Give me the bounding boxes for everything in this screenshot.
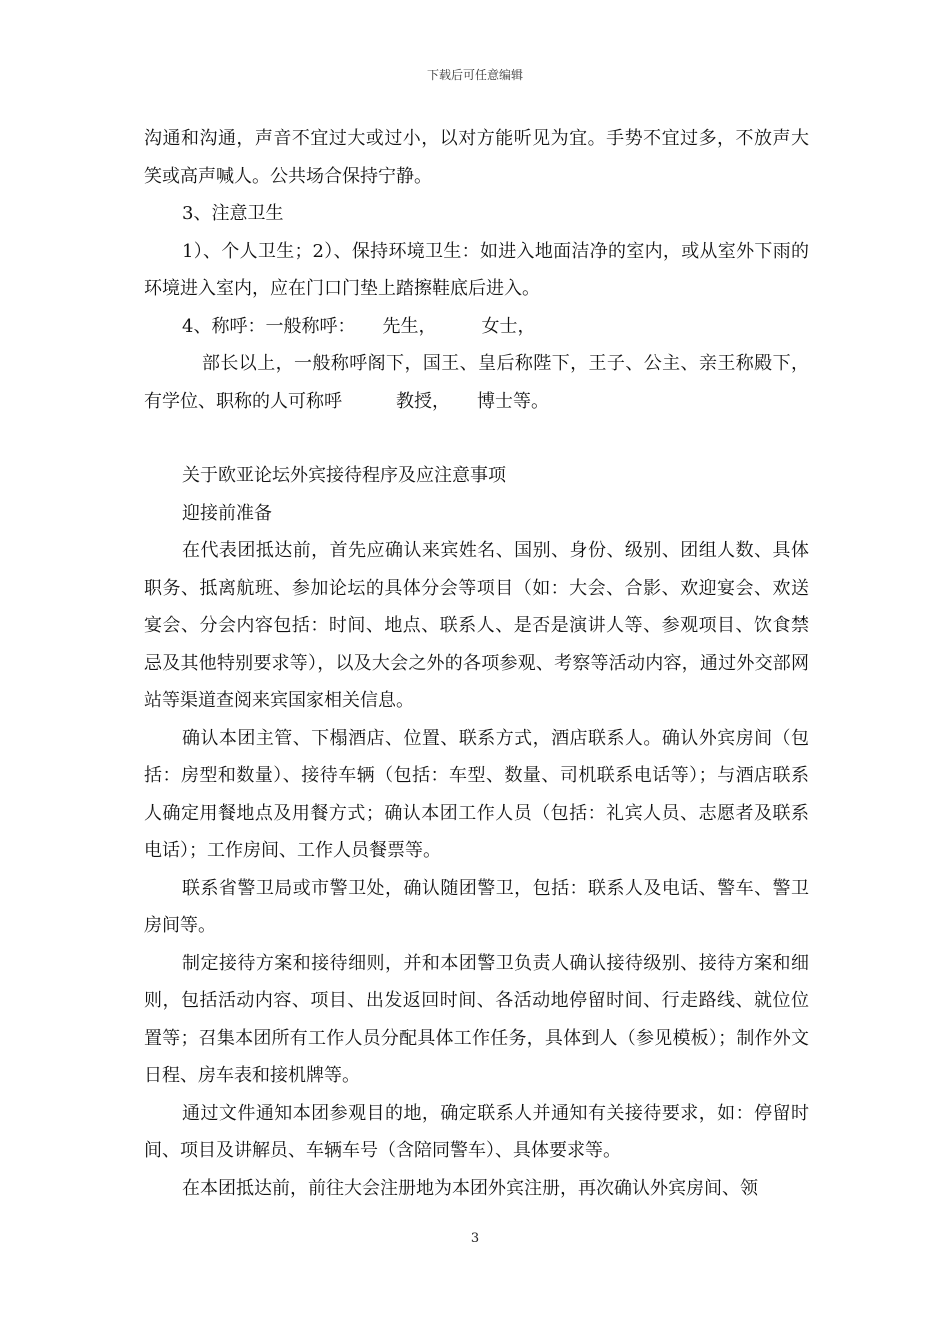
paragraph: 1）、个人卫生；2）、保持环境卫生：如进入地面洁净的室内，或从室外下雨的环境进入室内，应在门口门垫上踏擦鞋底后进入。 bbox=[144, 240, 809, 299]
body-text bbox=[144, 120, 809, 1207]
list-heading: 3、注意卫生 bbox=[182, 203, 284, 224]
page-number: 3 bbox=[470, 1231, 480, 1246]
section-title: 关于欧亚论坛外宾接待程序及应注意事项 bbox=[182, 465, 506, 486]
paragraph: 在本团抵达前，前往大会注册地为本团外宾注册，再次确认外宾房间、领 bbox=[182, 1177, 758, 1199]
list-heading: 4、称呼：一般称呼： 先生， 女士， bbox=[182, 315, 536, 337]
paragraph: 部长以上，一般称呼阁下，国王、皇后称陛下，王子、公主、亲王称殿下，有学位、职称的人可称呼 教授， 博士等。 bbox=[144, 353, 809, 412]
section-subtitle: 迎接前准备 bbox=[182, 502, 272, 524]
paragraph: 确认本团主管、下榻酒店、位置、联系方式，酒店联系人。确认外宾房间（包括：房型和数量）、接待车辆（包括：车型、数量、司机联系电话等）；与酒店联系人确定用餐地点及用餐方式；确认本团工作人员（包括：礼宾人员、志愿者及联系电话）；工作房间、工作人员餐票等。 bbox=[144, 727, 809, 861]
page-header: 下载后可任意编辑 bbox=[426, 68, 523, 82]
paragraph: 通过文件通知本团参观目的地，确定联系人并通知有关接待要求，如：停留时间、项目及讲解员、车辆车号（含陪同警车）、具体要求等。 bbox=[144, 1102, 809, 1161]
paragraph: 在代表团抵达前，首先应确认来宾姓名、国别、身份、级别、团组人数、具体职务、抵离航班、参加论坛的具体分会等项目（如：大会、合影、欢迎宴会、欢送宴会、分会内容包括：时间、地点、联系人、是否是演讲人等、参观项目、饮食禁忌及其他特别要求等），以及大会之外的各项参观、考察等活动内容，通过外交部网站等渠道查阅来宾国家相关信息。 bbox=[144, 540, 809, 711]
spacer bbox=[144, 420, 809, 457]
paragraph: 制定接待方案和接待细则，并和本团警卫负责人确认接待级别、接待方案和细则，包括活动内容、项目、出发返回时间、各活动地停留时间、行走路线、就位位置等；召集本团所有工作人员分配具体工作任务，具体到人（参见模板）；制作外文日程、房车表和接机牌等。 bbox=[144, 952, 809, 1086]
paragraph: 联系省警卫局或市警卫处，确认随团警卫，包括：联系人及电话、警车、警卫房间等。 bbox=[144, 877, 809, 936]
paragraph: 沟通和沟通，声音不宜过大或过小，以对方能听见为宜。手势不宜过多，不放声大笑或高声喊人。公共场合保持宁静。 bbox=[144, 128, 809, 187]
